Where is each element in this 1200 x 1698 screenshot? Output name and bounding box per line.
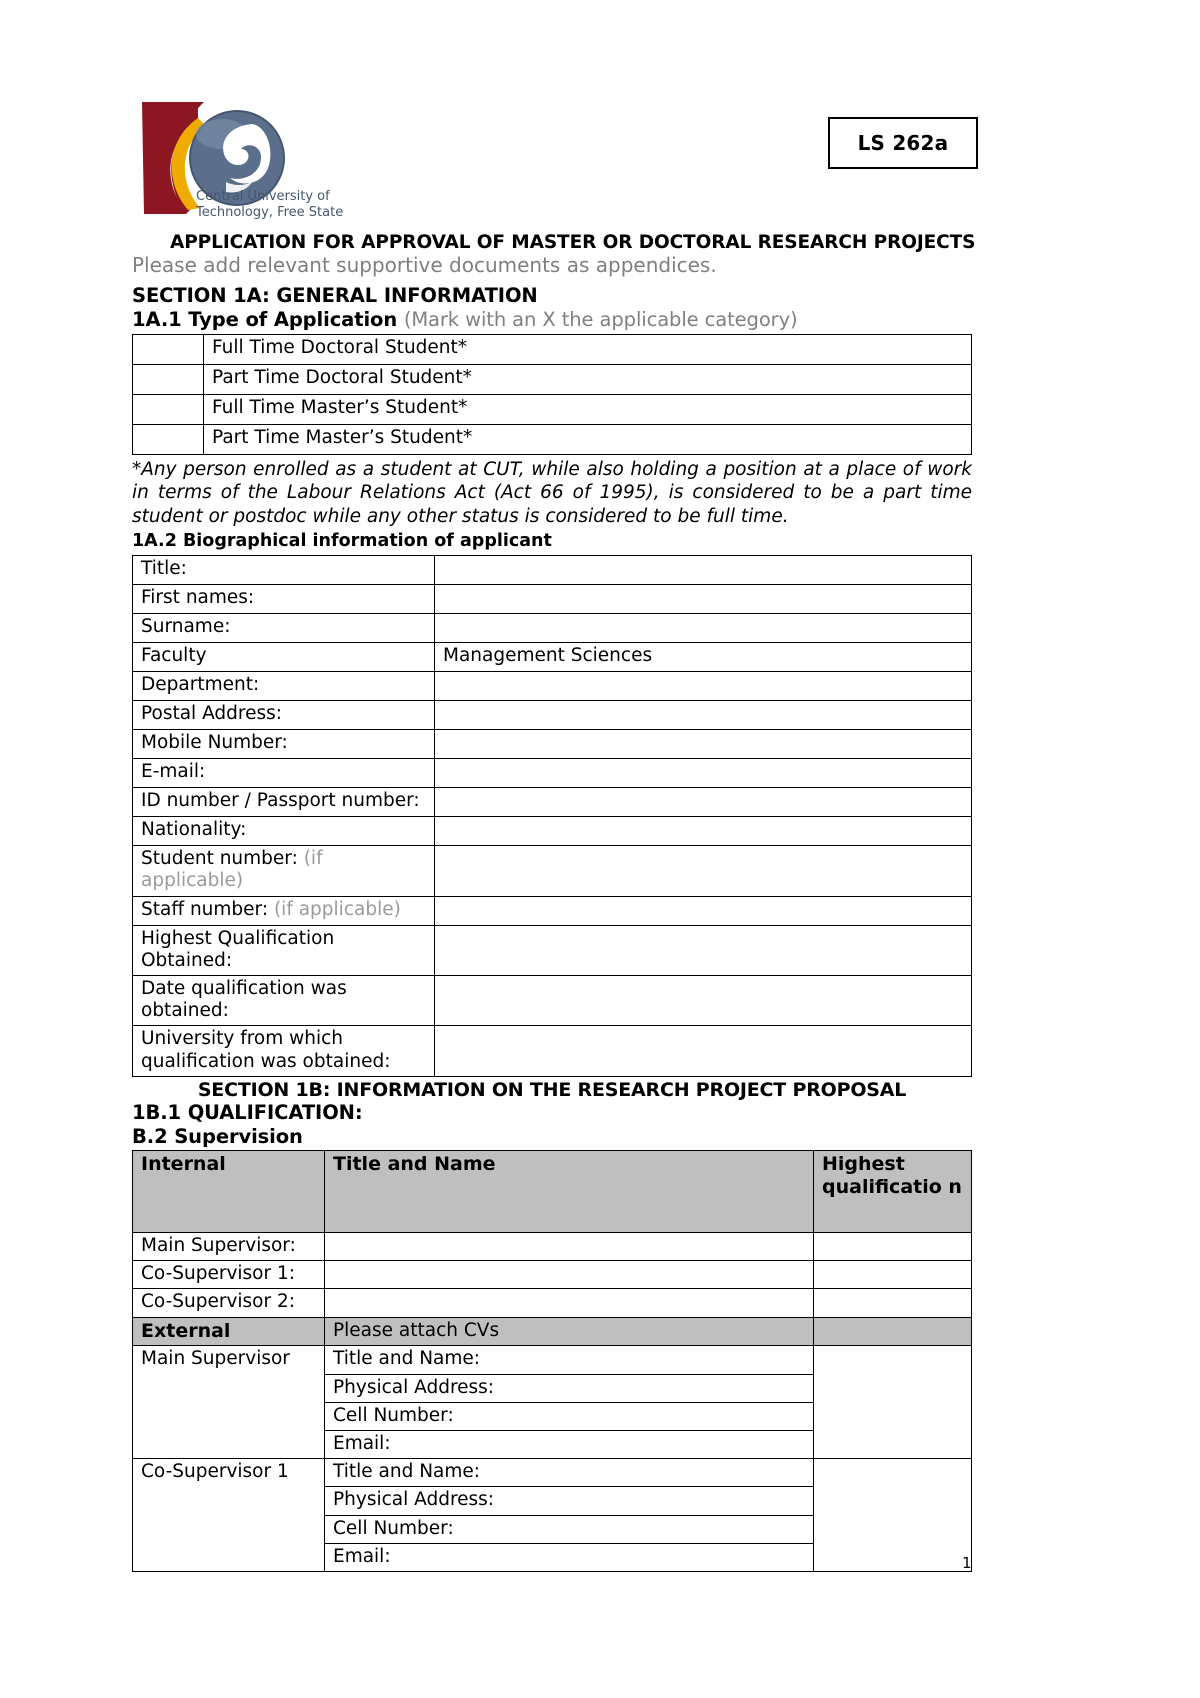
field-hint-student-number: (if applicable) bbox=[141, 848, 323, 892]
mark-cell-part-time-doctoral[interactable] bbox=[133, 364, 204, 394]
table-row bbox=[133, 730, 972, 759]
supervision-header-attach-cvs: Please attach CVs bbox=[325, 1317, 814, 1346]
table-row[interactable] bbox=[133, 424, 972, 454]
external-fields-table-main-supervisor bbox=[325, 1346, 813, 1458]
internal-qualification-co-supervisor-1[interactable] bbox=[814, 1261, 972, 1289]
field-value-student-number[interactable] bbox=[435, 846, 972, 896]
field-label-first-names: First names: bbox=[133, 585, 435, 614]
field-label-staff-number-text: Staff number: bbox=[141, 898, 269, 920]
document-subtitle: Please add relevant supportive documents as appendices. bbox=[132, 253, 717, 277]
document-content bbox=[132, 96, 976, 1572]
field-label-nationality: Nationality: bbox=[133, 817, 435, 846]
external-field-physical-address-main: Physical Address: bbox=[325, 1374, 813, 1402]
field-label-student-number-text: Student number: bbox=[141, 848, 298, 870]
table-row[interactable] bbox=[325, 1459, 813, 1487]
field-label-staff-number bbox=[133, 896, 435, 925]
table-row bbox=[133, 1026, 972, 1076]
field-label-mobile-number: Mobile Number: bbox=[133, 730, 435, 759]
external-field-email-main: Email: bbox=[325, 1431, 813, 1459]
cut-logo bbox=[134, 96, 344, 222]
table-row bbox=[133, 925, 972, 975]
field-label-postal-address: Postal Address: bbox=[133, 701, 435, 730]
table-row[interactable] bbox=[325, 1402, 813, 1430]
field-label-student-number bbox=[133, 846, 435, 896]
supervision-header-highest-qualification: Highest qualificatio n bbox=[814, 1151, 972, 1233]
supervision-internal-header-row bbox=[133, 1151, 972, 1233]
page-title: APPLICATION FOR APPROVAL OF MASTER OR DOCTORAL RESEARCH PROJECTS bbox=[170, 232, 976, 253]
option-full-time-masters: Full Time Master’s Student* bbox=[204, 394, 972, 424]
internal-role-co-supervisor-2: Co-Supervisor 2: bbox=[133, 1289, 325, 1317]
field-label-date-qualification-obtained: Date qualification was obtained: bbox=[133, 976, 435, 1026]
field-value-faculty[interactable]: Management Sciences bbox=[435, 643, 972, 672]
subsection-1a1-hint: (Mark with an X the applicable category) bbox=[403, 307, 798, 331]
field-label-highest-qualification: Highest Qualification Obtained: bbox=[133, 925, 435, 975]
external-field-cell-number-main: Cell Number: bbox=[325, 1402, 813, 1430]
field-value-email[interactable] bbox=[435, 759, 972, 788]
mark-cell-part-time-masters[interactable] bbox=[133, 424, 204, 454]
table-row[interactable] bbox=[133, 364, 972, 394]
table-row bbox=[133, 1289, 972, 1317]
field-value-highest-qualification[interactable] bbox=[435, 925, 972, 975]
subsection-1b1-heading: 1B.1 QUALIFICATION: bbox=[132, 1100, 363, 1124]
field-value-first-names[interactable] bbox=[435, 585, 972, 614]
external-field-title-and-name-main: Title and Name: bbox=[325, 1346, 813, 1374]
field-value-surname[interactable] bbox=[435, 614, 972, 643]
supervision-table-body bbox=[133, 1151, 972, 1572]
page-number: 1 bbox=[962, 1554, 972, 1572]
field-value-id-passport-number[interactable] bbox=[435, 788, 972, 817]
table-row[interactable] bbox=[325, 1374, 813, 1402]
field-label-title: Title: bbox=[133, 556, 435, 585]
subsection-b2-heading: B.2 Supervision bbox=[132, 1124, 303, 1148]
external-field-email-co1: Email: bbox=[325, 1543, 813, 1571]
mark-cell-full-time-masters[interactable] bbox=[133, 394, 204, 424]
subsection-1a2-heading: 1A.2 Biographical information of applicant bbox=[132, 531, 552, 552]
biographical-information-body bbox=[133, 556, 972, 1077]
supervision-header-title-and-name: Title and Name bbox=[325, 1151, 814, 1233]
external-fields-main-supervisor bbox=[325, 1346, 814, 1459]
internal-role-main-supervisor: Main Supervisor: bbox=[133, 1233, 325, 1261]
biographical-information-table bbox=[132, 555, 972, 1077]
table-row bbox=[133, 846, 972, 896]
table-row[interactable] bbox=[325, 1515, 813, 1543]
field-value-title[interactable] bbox=[435, 556, 972, 585]
form-code-box bbox=[828, 117, 978, 169]
table-row[interactable] bbox=[325, 1487, 813, 1515]
field-label-university-of-qualification: University from which qualification was obtained: bbox=[133, 1026, 435, 1076]
table-row bbox=[133, 614, 972, 643]
logo-text-line2: Technology, Free State bbox=[196, 205, 344, 220]
external-qualification-co-supervisor-1[interactable] bbox=[814, 1459, 972, 1572]
supervision-header-external: External bbox=[133, 1317, 325, 1346]
table-row[interactable] bbox=[325, 1346, 813, 1374]
field-label-id-passport-number: ID number / Passport number: bbox=[133, 788, 435, 817]
field-label-surname: Surname: bbox=[133, 614, 435, 643]
section-1a-heading: SECTION 1A: GENERAL INFORMATION bbox=[132, 283, 538, 307]
field-value-mobile-number[interactable] bbox=[435, 730, 972, 759]
field-hint-staff-number: (if applicable) bbox=[268, 898, 401, 920]
external-role-main-supervisor: Main Supervisor bbox=[133, 1346, 325, 1459]
external-qualification-main-supervisor[interactable] bbox=[814, 1346, 972, 1459]
table-row[interactable] bbox=[133, 394, 972, 424]
table-row bbox=[133, 817, 972, 846]
option-full-time-doctoral: Full Time Doctoral Student* bbox=[204, 334, 972, 364]
internal-qualification-main-supervisor[interactable] bbox=[814, 1233, 972, 1261]
table-row bbox=[133, 556, 972, 585]
section-1b-heading: SECTION 1B: INFORMATION ON THE RESEARCH PROJECT PROPOSAL bbox=[197, 1078, 907, 1101]
subsection-1a1-heading bbox=[132, 308, 972, 332]
supervision-header-external-qualification bbox=[814, 1317, 972, 1346]
document-header bbox=[132, 96, 972, 232]
supervision-external-header-row bbox=[133, 1317, 972, 1346]
table-row[interactable] bbox=[133, 334, 972, 364]
internal-name-main-supervisor[interactable] bbox=[325, 1233, 814, 1261]
option-part-time-masters: Part Time Master’s Student* bbox=[204, 424, 972, 454]
field-label-faculty: Faculty bbox=[133, 643, 435, 672]
table-row bbox=[133, 672, 972, 701]
table-row bbox=[133, 643, 972, 672]
field-value-postal-address[interactable] bbox=[435, 701, 972, 730]
field-value-department[interactable] bbox=[435, 672, 972, 701]
table-row bbox=[133, 788, 972, 817]
option-part-time-doctoral: Part Time Doctoral Student* bbox=[204, 364, 972, 394]
table-row bbox=[133, 1261, 972, 1289]
internal-name-co-supervisor-2[interactable] bbox=[325, 1289, 814, 1317]
external-field-cell-number-co1: Cell Number: bbox=[325, 1515, 813, 1543]
supervision-table bbox=[132, 1150, 972, 1572]
external-role-co-supervisor-1: Co-Supervisor 1 bbox=[133, 1459, 325, 1572]
field-label-email: E-mail: bbox=[133, 759, 435, 788]
table-row bbox=[133, 585, 972, 614]
form-code-label: LS 262a bbox=[857, 131, 949, 155]
table-row bbox=[133, 1346, 972, 1459]
table-row[interactable] bbox=[325, 1543, 813, 1571]
table-row[interactable] bbox=[325, 1431, 813, 1459]
table-row bbox=[133, 1233, 972, 1261]
field-value-nationality[interactable] bbox=[435, 817, 972, 846]
application-type-body bbox=[133, 334, 972, 454]
application-type-table bbox=[132, 334, 972, 455]
logo-text-line1: Central University of bbox=[196, 189, 330, 204]
table-row bbox=[133, 976, 972, 1026]
table-row bbox=[133, 896, 972, 925]
external-field-title-and-name-co1: Title and Name: bbox=[325, 1459, 813, 1487]
external-field-physical-address-co1: Physical Address: bbox=[325, 1487, 813, 1515]
field-label-department: Department: bbox=[133, 672, 435, 701]
table-row bbox=[133, 1459, 972, 1572]
subsection-1a1-label: 1A.1 Type of Application bbox=[132, 307, 398, 331]
external-fields-co-supervisor-1 bbox=[325, 1459, 814, 1572]
table-row bbox=[133, 759, 972, 788]
field-value-university-of-qualification[interactable] bbox=[435, 1026, 972, 1076]
table-row bbox=[133, 701, 972, 730]
internal-qualification-co-supervisor-2[interactable] bbox=[814, 1289, 972, 1317]
field-value-staff-number[interactable] bbox=[435, 896, 972, 925]
field-value-date-qualification-obtained[interactable] bbox=[435, 976, 972, 1026]
internal-role-co-supervisor-1: Co-Supervisor 1: bbox=[133, 1261, 325, 1289]
mark-cell-full-time-doctoral[interactable] bbox=[133, 334, 204, 364]
internal-name-co-supervisor-1[interactable] bbox=[325, 1261, 814, 1289]
external-fields-table-co-supervisor-1 bbox=[325, 1459, 813, 1571]
supervision-header-internal: Internal bbox=[133, 1151, 325, 1233]
application-type-footnote: *Any person enrolled as a student at CUT, while also holding a position at a place of work in terms of the Labour Relations Act (Act 66 of 1995), is considered to be a part time student or postdoc while any other status is considered to be full time. bbox=[132, 458, 972, 527]
